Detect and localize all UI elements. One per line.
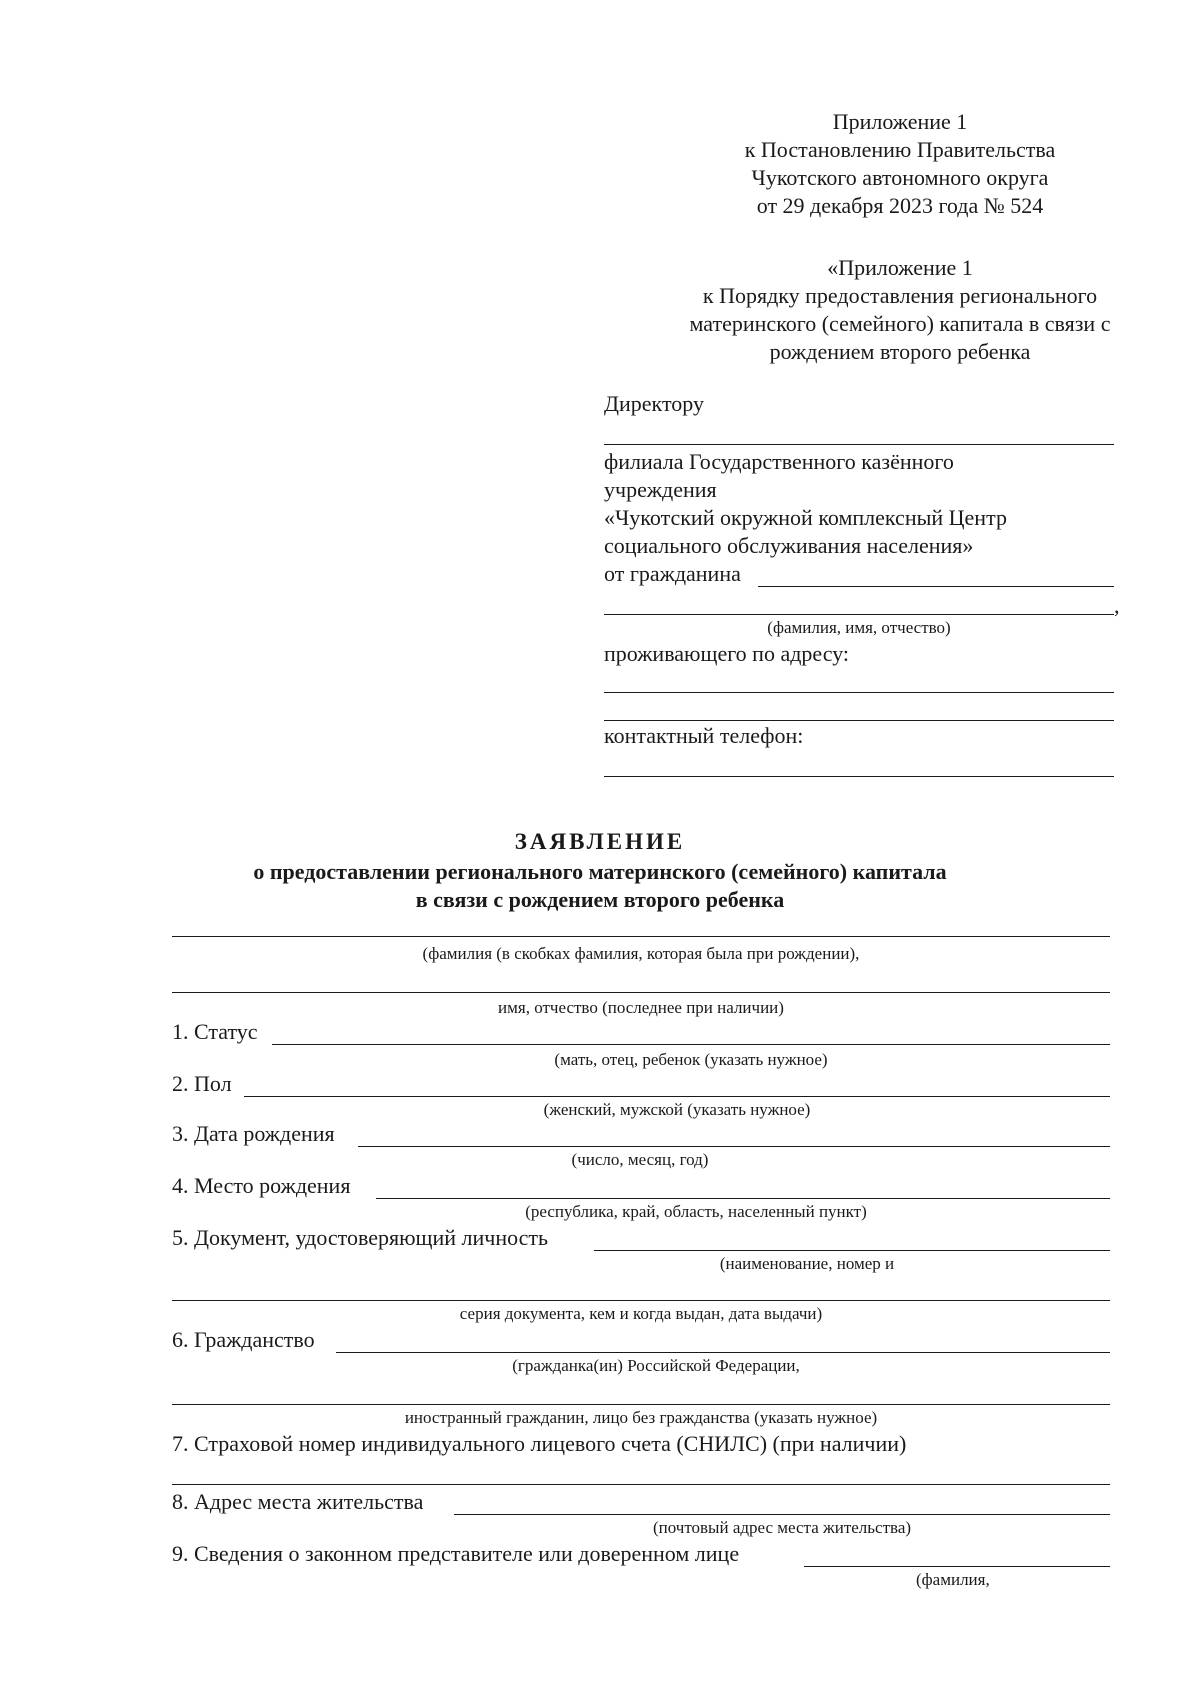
birthplace-hint: (республика, край, область, населенный пункт) xyxy=(525,1202,867,1221)
addressee-director: Директору xyxy=(604,391,704,416)
org-line: «Чукотский окружной комплексный Центр xyxy=(604,505,1007,530)
org-line: социального обслуживания населения» xyxy=(604,533,974,558)
citizenship-label: 6. Гражданство xyxy=(172,1327,315,1352)
appendix-line: Приложение 1 xyxy=(832,109,968,134)
appendix-line: от 29 декабря 2023 года № 524 xyxy=(756,193,1044,218)
org-line: филиала Государственного казённого xyxy=(604,449,954,474)
id-document-label: 5. Документ, удостоверяющий личность xyxy=(172,1225,549,1250)
representative-hint: (фамилия, xyxy=(916,1570,990,1589)
page-subtitle: в связи с рождением второго ребенка xyxy=(415,887,785,912)
id-document-hint: (наименование, номер и xyxy=(719,1254,895,1273)
gender-line[interactable] xyxy=(244,1096,1110,1097)
surname-line[interactable] xyxy=(172,936,1110,937)
fio-hint: (фамилия, имя, отчество) xyxy=(767,618,951,637)
appendix-order-header xyxy=(600,254,1200,366)
address-line-2[interactable] xyxy=(604,720,1114,721)
id-document-line-2[interactable] xyxy=(172,1300,1110,1301)
appendix-order-line: рождением второго ребенка xyxy=(769,339,1031,364)
page-subtitle: о предоставлении регионального материнского (семейного) капитала xyxy=(253,859,947,884)
appendix-order-line: «Приложение 1 xyxy=(827,255,973,280)
residence-address-label: 8. Адрес места жительства xyxy=(172,1489,424,1514)
citizenship-hint-2: иностранный гражданин, лицо без гражданства (указать нужное) xyxy=(404,1408,878,1427)
address-line-1[interactable] xyxy=(604,692,1114,693)
citizenship-line[interactable] xyxy=(336,1352,1110,1353)
citizenship-hint: (гражданка(ин) Российской Федерации, xyxy=(512,1356,800,1375)
appendix-order-line: к Порядку предоставления регионального xyxy=(702,283,1098,308)
citizen-name-line[interactable] xyxy=(758,586,1114,587)
residence-address-hint: (почтовый адрес места жительства) xyxy=(652,1518,912,1537)
phone-label: контактный телефон: xyxy=(604,723,804,748)
residence-address-line[interactable] xyxy=(454,1514,1110,1515)
surname-hint: (фамилия (в скобках фамилия, которая была при рождении), xyxy=(422,944,860,963)
birthplace-line[interactable] xyxy=(376,1198,1110,1199)
from-citizen-label: от гражданина xyxy=(604,561,741,586)
birthdate-line[interactable] xyxy=(358,1146,1110,1147)
phone-line[interactable] xyxy=(604,776,1114,777)
representative-label: 9. Сведения о законном представителе или доверенном лице xyxy=(172,1541,740,1566)
page-title: ЗАЯВЛЕНИЕ xyxy=(514,829,686,854)
name-line[interactable] xyxy=(172,992,1110,993)
director-name-line[interactable] xyxy=(604,444,1114,445)
name-hint: имя, отчество (последнее при наличии) xyxy=(498,998,784,1017)
id-document-hint-2: серия документа, кем и когда выдан, дата выдачи) xyxy=(459,1304,823,1323)
status-line[interactable] xyxy=(272,1044,1110,1045)
id-document-line[interactable] xyxy=(594,1250,1110,1251)
snils-label: 7. Страховой номер индивидуального лицевого счета (СНИЛС) (при наличии) xyxy=(172,1431,907,1456)
birthdate-hint: (число, месяц, год) xyxy=(571,1150,709,1169)
comma: , xyxy=(1114,593,1120,618)
status-label: 1. Статус xyxy=(172,1019,258,1044)
appendix-line: к Постановлению Правительства xyxy=(744,137,1056,162)
birthdate-label: 3. Дата рождения xyxy=(172,1121,335,1146)
status-hint: (мать, отец, ребенок (указать нужное) xyxy=(554,1050,828,1069)
residing-label: проживающего по адресу: xyxy=(604,641,850,666)
birthplace-label: 4. Место рождения xyxy=(172,1173,351,1198)
citizenship-line-2[interactable] xyxy=(172,1404,1110,1405)
appendix-line: Чукотского автономного округа xyxy=(751,165,1049,190)
org-line: учреждения xyxy=(604,477,717,502)
appendix-header xyxy=(600,108,1200,220)
representative-line[interactable] xyxy=(804,1566,1110,1567)
gender-label: 2. Пол xyxy=(172,1071,232,1096)
appendix-order-line: материнского (семейного) капитала в связи с xyxy=(689,311,1111,336)
citizen-name-line-2[interactable] xyxy=(604,614,1114,615)
gender-hint: (женский, мужской (указать нужное) xyxy=(543,1100,811,1119)
snils-line[interactable] xyxy=(172,1484,1110,1485)
